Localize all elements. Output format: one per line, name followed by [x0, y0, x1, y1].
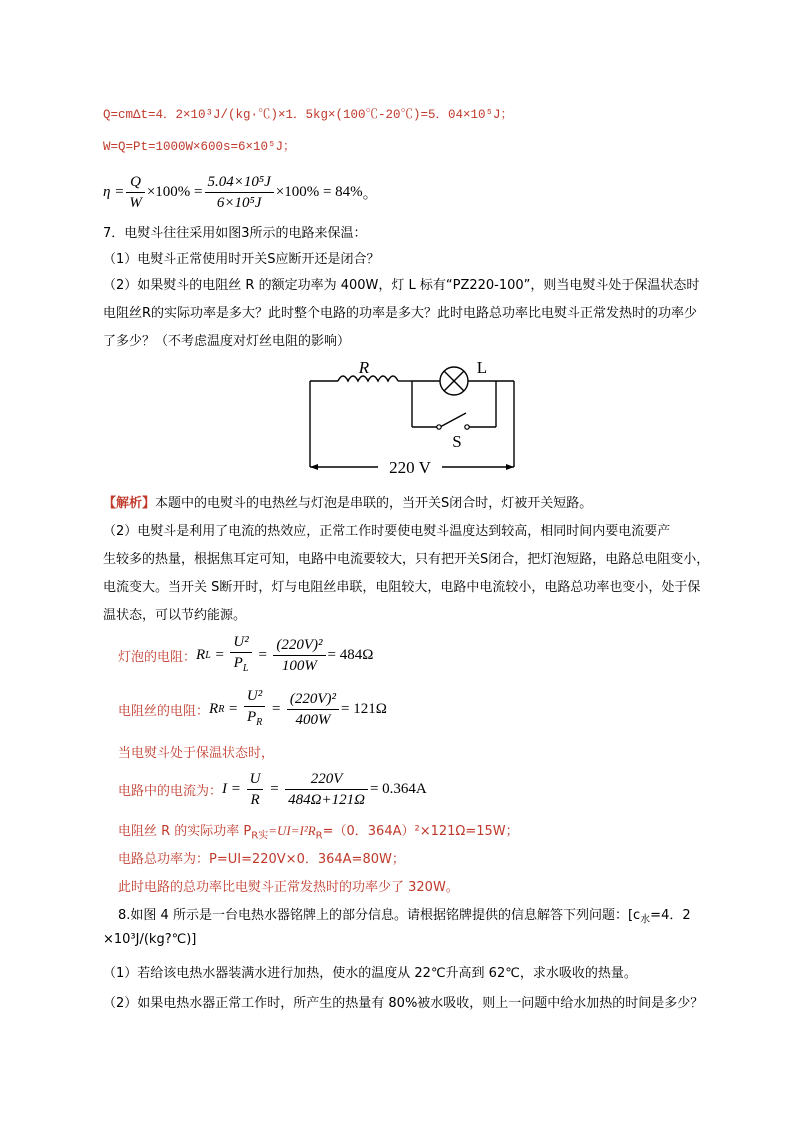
q8-sub1: （1）若给该电热水器装满水进行加热，使水的温度从 22℃升高到 62℃，求水吸收的热量。 — [103, 966, 637, 981]
formula-efficiency — [103, 170, 378, 214]
q8-line1-text: 8.如图 4 所示是一台电热水器铭牌上的部分信息。请根据铭牌提供的信息解答下列问题：[c — [118, 908, 641, 923]
q7-title: 7．电熨斗往往采用如图3所示的电路来保温： — [103, 226, 367, 241]
wire-math: R R = $\frac{\text{U²}}{P_R}$ = $\frac{\text{(220V)²}}{400W}$ = 121Ω — [209, 686, 387, 733]
current-frac2 — [285, 769, 368, 810]
wire-frac1 — [244, 686, 265, 733]
analysis-p2-l1: （2）电熨斗是利用了电流的热效应，正常工作时要使电熨斗温度达到较高，相同时间内要电流要产 — [103, 524, 671, 539]
label-voltage: 220 V — [389, 458, 431, 477]
current-lhs: I = — [222, 780, 241, 797]
eta-fraction-2 — [205, 172, 274, 213]
q7-sub2-line1: （2）如果熨斗的电阻丝 R 的额定功率为 400W，灯 L 标有“PZ220-100”，则当电熨斗处于保温状态时 — [103, 278, 700, 293]
current-num2: 220V — [285, 769, 368, 790]
wire-den2: 400W — [295, 711, 331, 728]
bulb-den-wrap — [230, 653, 251, 679]
wire-den: P — [246, 708, 257, 725]
formula-heat-absorbed: Q=cmΔt=4．2×10³J/(kg·℃)×1．5kg×(100℃-20℃)=5．04×10⁵J； — [103, 108, 514, 122]
arrow-right — [506, 464, 514, 470]
q8-line2: ×10³J/(kg?℃)] — [103, 932, 197, 947]
current-num: U — [247, 769, 264, 790]
wire-label: 电阻丝的电阻： — [118, 703, 210, 719]
bulb-lhs-sub: L — [205, 649, 211, 661]
wire-den-wrap — [244, 707, 265, 733]
q8-line1-tail: =4．2 — [650, 908, 691, 923]
current-math: I = $\frac{U}{R}$ = $\frac{220V}{484\Omega+121\Omega}$ = 0.364A — [222, 770, 427, 808]
label-r: R — [358, 358, 370, 377]
formula-current — [118, 766, 427, 812]
eta-lhs: η = — [103, 183, 125, 200]
wire-frac2 — [287, 689, 339, 730]
formula-work: W=Q=Pt=1000W×600s=6×10⁵J； — [103, 140, 296, 154]
eta-fraction-1 — [126, 172, 145, 213]
bulb-num: U² — [230, 632, 251, 653]
q8-line1-sub: 水 — [640, 914, 651, 926]
actual-power: 电阻丝 R 的实际功率 P — [118, 824, 252, 839]
q7-sub2-line2: 电阻丝R的实际功率是多大？此时整个电路的功率是多大？此时电路总功率比电熨斗正常发热时的功率少 — [103, 306, 698, 321]
eta-frac2-num: 5.04×10⁵J — [205, 172, 274, 193]
wire-num: U² — [244, 686, 265, 707]
analysis-p2-l2: 生较多的热量，根据焦耳定可知，电路中电流要较大，只有把开关S闭合，把灯泡短路，电路总电阻变小， — [103, 552, 710, 567]
bulb-den2: 100W — [281, 657, 317, 674]
q7-sub1: （1）电熨斗正常使用时开关S应断开还是闭合？ — [103, 252, 380, 267]
q8-line1 — [118, 904, 691, 926]
less-power-line: 此时电路的总功率比电熨斗正常发热时的功率少了 320W。 — [118, 880, 459, 895]
analysis-line1 — [103, 492, 592, 511]
bulb-lhs: R — [196, 646, 206, 663]
current-label: 电路中的电流为： — [118, 783, 223, 799]
eta-frac1-den: W — [129, 194, 142, 211]
bulb-label: 灯泡的电阻： — [118, 649, 197, 665]
eta-frac1-num: Q — [126, 172, 145, 193]
bulb-den: P — [233, 654, 243, 671]
switch-s — [440, 413, 466, 427]
wire-den-sub: R — [256, 716, 263, 728]
arrow-left — [310, 464, 318, 470]
label-l: L — [476, 358, 488, 377]
eta-mid: ×100% = — [146, 183, 203, 200]
switch-terminal-left — [437, 425, 441, 429]
bulb-num2: (220V)² — [273, 635, 325, 656]
actual-power-rest: =UI=I²R — [268, 823, 316, 838]
bulb-math: R L = $\frac{\text{U²}}{P_L}$ = $\frac{\text{(220V)²}}{100W}$ = 484Ω — [196, 632, 373, 679]
eta-rhs: ×100% = 84% — [275, 183, 363, 200]
bulb-result: = 484Ω — [327, 646, 374, 663]
actual-power-sub2: R — [315, 830, 323, 842]
current-den2: 484Ω+121Ω — [288, 791, 365, 808]
total-power-line: 电路总功率为：P=UI=220V×0．364A=80W； — [118, 852, 405, 867]
eta-end: 。 — [362, 183, 378, 202]
bulb-den-sub: L — [242, 662, 249, 674]
q8-sub2: （2）如果电热水器正常工作时，所产生的热量有 80%被水吸收，则上一问题中给水加热的时间是多少？ — [103, 996, 704, 1011]
current-frac1 — [247, 769, 264, 810]
analysis-tag: 【解析】 — [103, 496, 156, 511]
actual-power-tail: =（0．364A）²×121Ω=15W； — [322, 824, 519, 839]
wire-result: = 121Ω — [341, 700, 387, 717]
bulb-frac1 — [230, 632, 251, 679]
switch-terminal-right — [465, 425, 469, 429]
circuit-diagram — [300, 355, 530, 480]
eta-frac2-den: 6×10⁵J — [216, 194, 262, 211]
wire-num2: (220V)² — [287, 689, 339, 710]
keep-warm-text: 当电熨斗处于保温状态时， — [118, 746, 275, 761]
label-s: S — [452, 432, 462, 451]
wire-lhs: R — [209, 700, 219, 717]
actual-power-sub: R实 — [251, 830, 269, 842]
wire-lhs-sub: R — [218, 703, 225, 715]
current-den: R — [250, 791, 260, 808]
current-result: = 0.364A — [369, 780, 427, 797]
analysis-line1-text: 本题中的电熨斗的电热丝与灯泡是串联的，当开关S闭合时，灯被开关短路。 — [155, 496, 593, 511]
formula-wire-resistance — [118, 686, 387, 732]
analysis-p2-l4: 温状态，可以节约能源。 — [103, 608, 247, 623]
q7-sub2-line3: 了多少？（不考虑温度对灯丝电阻的影响） — [103, 334, 351, 349]
actual-power-line — [118, 820, 519, 842]
analysis-p2-l3: 电流变大。当开关 S断开时，灯与电阻丝串联，电阻较大，电路中电流较小，电路总功率也变小，处于保 — [103, 580, 701, 595]
bulb-frac2 — [273, 635, 325, 676]
formula-bulb-resistance — [118, 632, 373, 678]
